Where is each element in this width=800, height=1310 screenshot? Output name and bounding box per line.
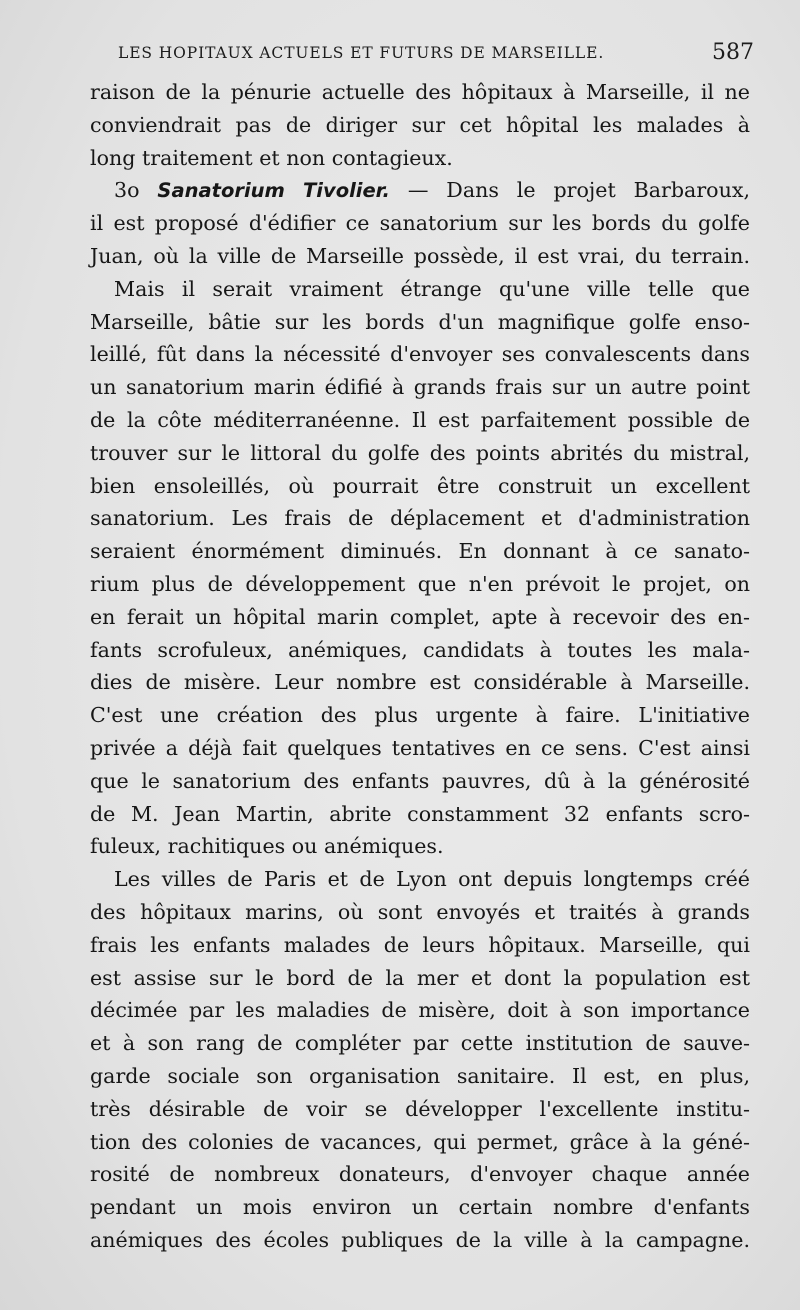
text-line: très désirable de voir se développer l'excellente institu- — [90, 1096, 750, 1121]
text-line: conviendrait pas de diriger sur cet hôpital les malades à — [90, 112, 750, 137]
text-line: un sanatorium marin édifié à grands frais sur un autre point — [90, 375, 750, 400]
text-line: trouver sur le littoral du golfe des points abrités du mistral, — [90, 440, 750, 465]
body-text — [90, 76, 750, 1257]
running-title: LES HOPITAUX ACTUELS ET FUTURS DE MARSEILLE. — [118, 44, 605, 62]
text-line: fants scrofuleux, anémiques, candidats à toutes les mala- — [90, 637, 750, 662]
text-line: est assise sur le bord de la mer et dont la population est — [90, 965, 750, 990]
text-line: des hôpitaux marins, où sont envoyés et traités à grands — [90, 899, 750, 924]
running-head — [118, 40, 758, 70]
text-line: leillé, fût dans la nécessité d'envoyer ses convalescents dans — [90, 342, 750, 367]
text-line: tion des colonies de vacances, qui permet, grâce à la géné- — [90, 1129, 750, 1154]
text-line: Marseille, bâtie sur les bords d'un magnifique golfe enso- — [90, 309, 750, 334]
text-line: frais les enfants malades de leurs hôpitaux. Marseille, qui — [90, 932, 750, 957]
section-title: Sanatorium Tivolier. — [157, 179, 390, 203]
text-line: pendant un mois environ un certain nombre d'enfants — [90, 1195, 750, 1220]
text-line: et à son rang de compléter par cette institution de sauve- — [90, 1031, 750, 1056]
text-line: seraient énormément diminués. En donnant à ce sanato- — [90, 539, 750, 564]
text-line: il est proposé d'édifier ce sanatorium sur les bords du golfe — [90, 211, 750, 236]
text-line: dies de misère. Leur nombre est considérable à Marseille. — [90, 670, 750, 695]
text-line: — Dans le projet Barbaroux, — [407, 178, 751, 203]
text-line: Les villes de Paris et de Lyon ont depuis longtemps créé — [114, 867, 750, 892]
text-line: long traitement et non contagieux. — [90, 145, 453, 170]
text-line: C'est une création des plus urgente à faire. L'initiative — [90, 703, 750, 728]
text-line: garde sociale son organisation sanitaire. Il est, en plus, — [90, 1063, 750, 1088]
section-number: 3o — [114, 178, 140, 203]
text-line: raison de la pénurie actuelle des hôpitaux à Marseille, il ne — [90, 80, 750, 104]
text-line: Juan, où la ville de Marseille possède, il est vrai, du terrain. — [90, 243, 750, 268]
text-line: décimée par les maladies de misère, doit à son importance — [90, 998, 750, 1023]
text-line: que le sanatorium des enfants pauvres, dû à la générosité — [90, 768, 750, 793]
text-line: fuleux, rachitiques ou anémiques. — [90, 834, 444, 859]
text-line: sanatorium. Les frais de déplacement et d'administration — [90, 506, 750, 531]
text-line: rosité de nombreux donateurs, d'envoyer chaque année — [90, 1162, 750, 1187]
section-heading-line — [90, 174, 750, 207]
text-line: en ferait un hôpital marin complet, apte à recevoir des en- — [90, 604, 750, 629]
text-line: rium plus de développement que n'en prévoit le projet, on — [90, 571, 750, 596]
text-line: bien ensoleillés, où pourrait être construit un excellent — [90, 473, 750, 498]
text-line: de M. Jean Martin, abrite constamment 32 enfants scro- — [90, 801, 750, 826]
text-line: privée a déjà fait quelques tentatives en ce sens. C'est ainsi — [90, 735, 750, 760]
text-line: anémiques des écoles publiques de la ville à la campagne. — [90, 1227, 750, 1252]
text-line: Mais il serait vraiment étrange qu'une ville telle que — [114, 276, 750, 301]
page-number: 587 — [712, 40, 754, 65]
text-line: de la côte méditerranéenne. Il est parfaitement possible de — [90, 407, 750, 432]
